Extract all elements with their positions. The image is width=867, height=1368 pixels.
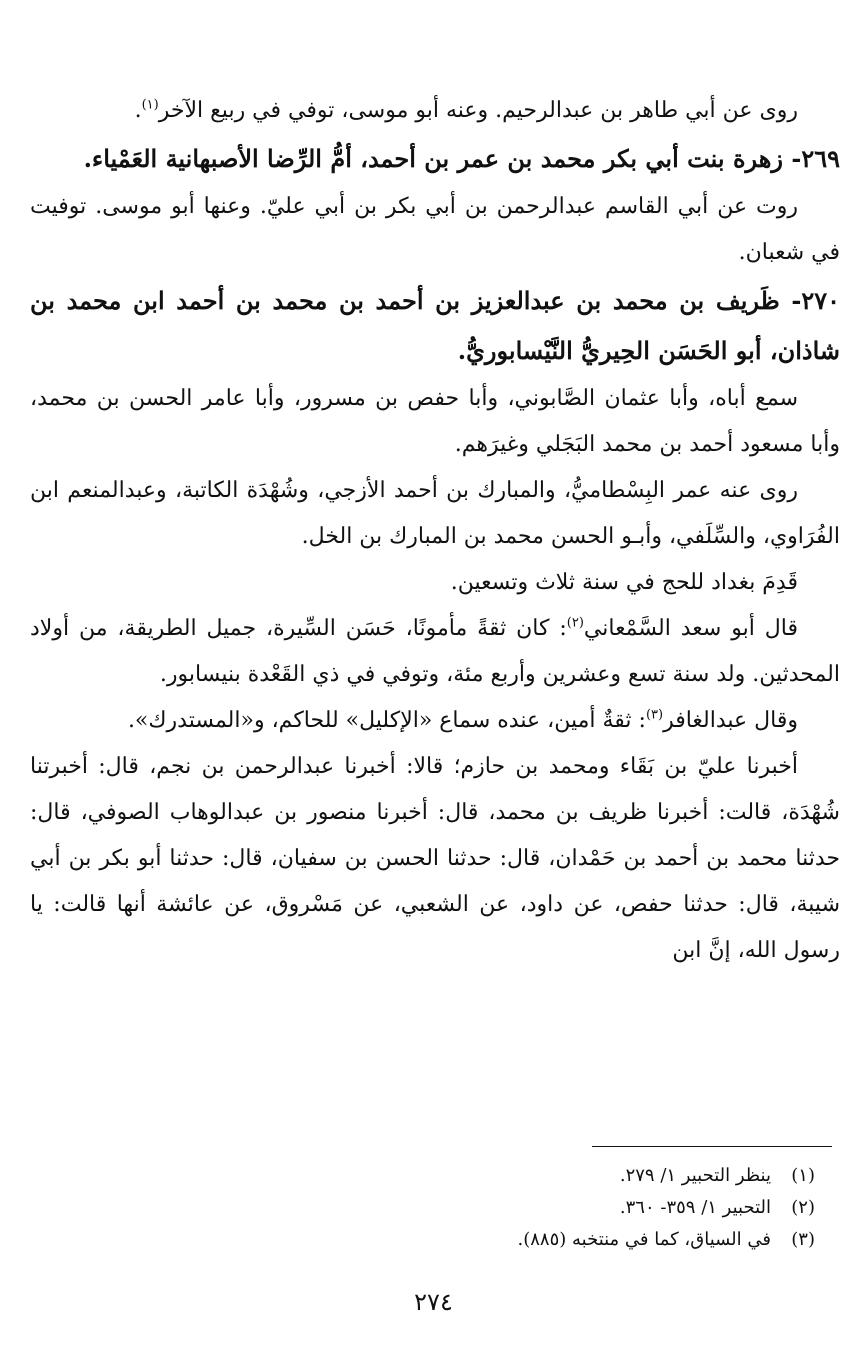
footnotes (55, 1160, 815, 1256)
paragraph-students: روى عنه عمر البِسْطاميُّ، والمبارك بن أحمد الأزجي، وشُهْدَة الكاتبة، وعبدالمنعم ابن الفُرَاوي، والسِّلَفي، وأبـو الحسن محمد بن المبارك بن الخل. (30, 478, 840, 549)
paragraph-teachers: سمع أباه، وأبا عثمان الصَّابوني، وأبا حفص بن مسرور، وأبا عامر الحسن بن محمد، وأبا مسعود أحمد بن محمد البَجَلي وغيرَهم. (30, 386, 840, 457)
entry-heading-269: ٢٦٩- زهرة بنت أبي بكر محمد بن عمر بن أحمد، أمُّ الرِّضا الأصبهانية العَمْياء. (83, 144, 840, 173)
footnote-ref-2[interactable]: (٢) (566, 615, 584, 631)
footnote-number: (٣) (791, 1229, 815, 1250)
paragraph-samani: قال أبو سعد السَّمْعاني$^{(٢)}$: كان ثقةً مأمونًا، حَسَن السِّيرة، جميل الطريقة، من أولاد المحدثين. ولد سنة تسع وعشرين وأربع مئة، وتوفي في ذي القَعْدة بنيسابور. (30, 615, 840, 687)
footnote-ref-1[interactable]: (١) (141, 97, 159, 113)
footnote-1 (55, 1160, 815, 1192)
main-text (30, 88, 840, 974)
footnote-text: ينظر التحبير ١/ ٢٧٩. (619, 1165, 771, 1186)
footnote-separator (592, 1146, 832, 1147)
footnote-number: (١) (791, 1165, 815, 1186)
footnote-2 (55, 1192, 815, 1224)
paragraph-isnad: أخبرنا عليّ بن بَقَاء ومحمد بن حازم؛ قالا: أخبرنا عبدالرحمن بن نجم، قال: أخبرتنا شُهْدَة، قالت: أخبرنا ظريف بن محمد، قال: أخبرنا منصور بن عبدالوهاب الصوفي، قال: حدثنا محمد بن أحمد بن حَمْدان، قال: حدثنا الحسن بن سفيان، قال: حدثنا أبو بكر بن أبي شيبة، قال: حدثنا حفص، عن داود، عن الشعبي، عن مَسْروق، عن عائشة أنها قالت: يا رسول الله، إنَّ ابن (30, 754, 840, 963)
paragraph-baghdad: قَدِمَ بغداد للحج في سنة ثلاث وتسعين. (450, 570, 798, 595)
footnote-number: (٢) (791, 1197, 815, 1218)
footnote-text: التحبير ١/ ٣٥٩- ٣٦٠. (619, 1197, 771, 1218)
paragraph-narration-1: روى عن أبي طاهر بن عبدالرحيم. وعنه أبو موسى، توفي في ربيع الآخر$^{(١)}$. (134, 97, 798, 123)
footnote-ref-3[interactable]: (٣) (645, 707, 664, 723)
paragraph-abdulghafir: وقال عبدالغافر$^{(٣)}$: ثقةٌ أمين، عنده سماع «الإكليل» للحاكم، و«المستدرك». (127, 707, 798, 733)
page-number: ٢٧٤ (414, 1288, 453, 1316)
footnote-3 (55, 1224, 815, 1256)
entry-heading-270: ٢٧٠- ظَريف بن محمد بن عبدالعزيز بن أحمد بن محمد بن أحمد ابن محمد بن شاذان، أبو الحَسَن الحِيريُّ النَّيْسابوريُّ. (30, 286, 840, 365)
footnote-text: في السياق، كما في منتخبه (٨٨٥). (517, 1229, 771, 1250)
paragraph-narration-2: روت عن أبي القاسم عبدالرحمن بن أبي بكر بن أبي عليّ. وعنها أبو موسى. توفيت في شعبان. (30, 194, 840, 265)
